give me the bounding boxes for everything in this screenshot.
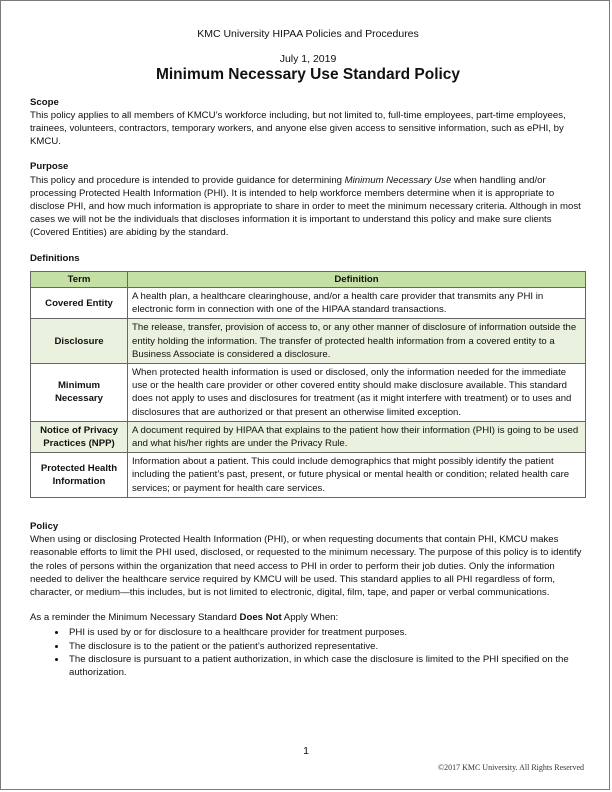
term-cell: Protected Health Information (31, 453, 128, 498)
purpose-text (30, 174, 586, 240)
scope-section (30, 96, 586, 149)
reminder-section (30, 611, 586, 679)
purpose-text-start: This policy and procedure is intended to provide guidance for determining (30, 174, 345, 186)
term-cell: Minimum Necessary (31, 364, 128, 422)
reminder-list (30, 626, 586, 679)
purpose-section (30, 160, 586, 239)
page-title: Minimum Necessary Use Standard Policy (155, 66, 461, 84)
reminder-intro-start: As a reminder the Minimum Necessary Standard (30, 612, 240, 624)
page-number: 1 (303, 745, 309, 757)
definitions-table (30, 271, 586, 498)
scope-text: This policy applies to all members of KMCU’s workforce including, but not limited to, full-time employees, part-time employees, trainees, volunteers, contractors, temporary workers, and anyone else given access to sensitive information, such as ePHI, by KMCU. (30, 109, 566, 148)
term-cell: Notice of Privacy Practices (NPP) (31, 421, 128, 452)
purpose-heading: Purpose (30, 161, 69, 173)
list-item: • PHI is used by or for disclosure to a healthcare provider for treatment purposes. (67, 626, 586, 639)
table-row (31, 421, 586, 452)
definition-cell: A document required by HIPAA that explains to the patient how their information (PHI) is going to be used and what his/her rights are under the Privacy Rule. (128, 421, 586, 452)
column-header-term: Term (31, 271, 128, 287)
table-header-row (31, 271, 586, 287)
page-content (30, 28, 586, 679)
reminder-intro-bold: Does Not (239, 612, 282, 624)
list-item: • The disclosure is to the patient or the patient’s authorized representative. (67, 640, 586, 653)
definitions-heading: Definitions (30, 252, 80, 264)
definition-cell: When protected health information is used or disclosed, only the information needed for the immediate use or the health care provider or other covered entity should make disclosure available. This standard does not apply to uses and disclosures for treatment (as it might interfere with treatment) or to uses and disclosures that are authorized or that present an otherwise limited exception. (128, 364, 586, 422)
term-cell: Covered Entity (31, 288, 128, 319)
purpose-text-emphasis: Minimum Necessary Use (344, 174, 452, 186)
table-row (31, 364, 586, 422)
table-row (31, 319, 586, 364)
definition-cell: A health plan, a healthcare clearinghouse, and/or a health care provider that transmits any PHI in electronic form in connection with one of the HIPAA standard transactions. (128, 288, 586, 319)
document-header: KMC University HIPAA Policies and Procedures (197, 28, 419, 40)
copyright-notice: ©2017 KMC University. All Rights Reserved (438, 763, 584, 772)
definition-cell: The release, transfer, provision of access to, or any other manner of disclosure of information outside the entity holding the information. The transfer of protected health information from a covered entity to a Business Associate is considered a disclosure. (128, 319, 586, 364)
list-item: • The disclosure is pursuant to a patient authorization, in which case the disclosure is limited to the PHI specified on the authorization. (67, 653, 586, 679)
policy-date: July 1, 2019 (279, 53, 337, 66)
policy-heading: Policy (30, 520, 59, 532)
reminder-intro (30, 611, 586, 624)
scope-heading: Scope (30, 96, 59, 108)
policy-text: When using or disclosing Protected Health Information (PHI), or when requesting documents that contain PHI, KMCU makes reasonable efforts to limit the PHI used, disclosed, or requested to the minimum necessary. The purpose of this policy is to identify the roles of persons within the organization that need access to PHI in order to perform their job duties. Only the information needed to deliver the healthcare service required by KMCU will be used. This standard applies to all PHI regardless of form, character, or medium—this includes, but is not limited to electronic, digital, film, tape, and paper or verbal communications. (30, 534, 582, 598)
definition-cell: Information about a patient. This could include demographics that might possibly identify the patient including the patient’s past, present, or future physical or mental health or condition; related health care services; or payment for health care services. (128, 453, 586, 498)
policy-section (30, 520, 586, 599)
purpose-text-end: when handling and/or processing Protected Health Information (PHI). It is intended to help workforce members determine when it is appropriate to disclose PHI, and how much information is appropriate to share in order to meet the minimum necessary criteria. Although in most cases we will not be the individuals that discloses information it is important to understand this policy and make sure clients (Covered Entities) are abiding by the standard. (30, 174, 581, 239)
column-header-definition: Definition (128, 271, 586, 287)
table-row (31, 288, 586, 319)
term-cell: Disclosure (31, 319, 128, 364)
reminder-intro-end: Apply When: (281, 612, 339, 624)
definitions-section (30, 252, 586, 498)
table-row (31, 453, 586, 498)
